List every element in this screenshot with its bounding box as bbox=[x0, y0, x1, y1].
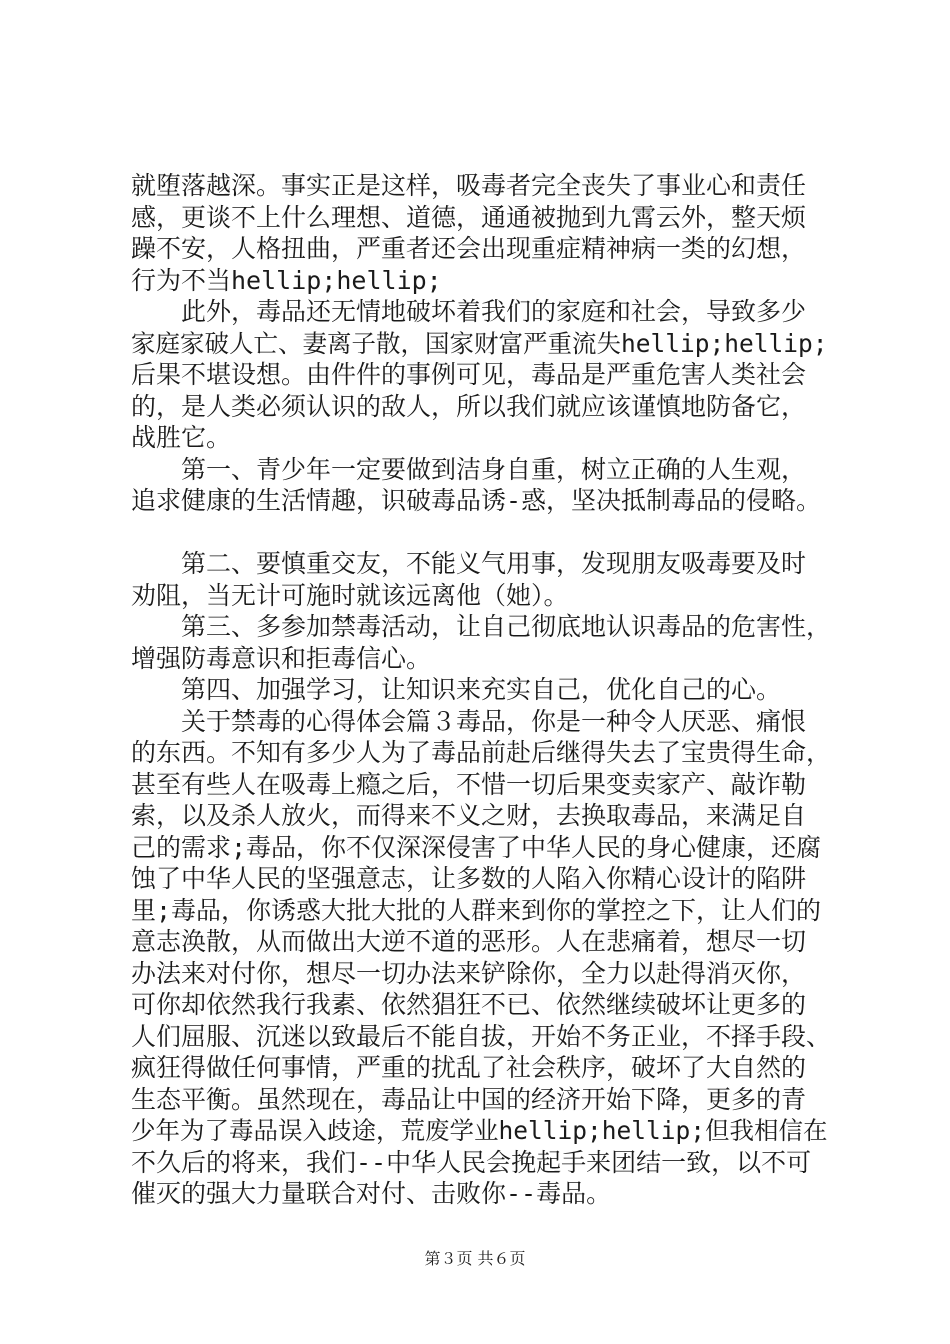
text-line: 生态平衡。虽然现在，毒品让中国的经济开始下降，更多的青 bbox=[131, 1084, 807, 1114]
text-line: 增强防毒意识和拒毒信心。 bbox=[131, 643, 432, 673]
page-footer: 第３页 共６页 bbox=[424, 1249, 526, 1268]
text-line: 感，更谈不上什么理想、道德，通通被抛到九霄云外，整天烦 bbox=[131, 202, 807, 232]
text-line: 意志涣散，从而做出大逆不道的恶形。人在悲痛着，想尽一切 bbox=[131, 927, 807, 956]
text-line: 第四、加强学习，让知识来充实自己，优化自己的心。 bbox=[131, 675, 782, 704]
text-line: 蚀了中华人民的坚强意志，让多数的人陷入你精心设计的陷阱 bbox=[131, 864, 807, 893]
text-line: 里;毒品，你诱惑大批大批的人群来到你的掌控之下，让人们的 bbox=[131, 895, 822, 925]
text-line: 躁不安，人格扭曲，严重者还会出现重症精神病一类的幻想， bbox=[131, 234, 807, 263]
text-line: 可你却依然我行我素、依然猖狂不已、依然继续破坏让更多的 bbox=[131, 990, 807, 1019]
text-line: 劝阻，当无计可施时就该远离他（她）。 bbox=[131, 580, 569, 610]
text-line: 家庭家破人亡、妻离子散，国家财富严重流失hellip;hellip; bbox=[131, 328, 828, 358]
blank-line bbox=[131, 517, 831, 549]
text-line: 后果不堪设想。由件件的事例可见，毒品是严重危害人类社会 bbox=[131, 360, 807, 389]
text-line: 就堕落越深。事实正是这样，吸毒者完全丧失了事业心和责任 bbox=[131, 171, 807, 200]
text-line: 的东西。不知有多少人为了毒品前赴后继得失去了宝贵得生命， bbox=[131, 738, 832, 767]
text-line: 人们屈服、沉迷以致最后不能自拔，开始不务正业，不择手段、 bbox=[131, 1021, 832, 1051]
text-line: 第一、青少年一定要做到洁身自重，树立正确的人生观， bbox=[131, 454, 807, 484]
text-line: 催灭的强大力量联合对付、击败你--毒品。 bbox=[131, 1179, 612, 1208]
text-line: 不久后的将来，我们--中华人民会挽起手来团结一致，以不可 bbox=[131, 1147, 812, 1177]
text-line: 第三、多参加禁毒活动，让自己彻底地认识毒品的危害性， bbox=[131, 612, 832, 641]
text-line: 甚至有些人在吸毒上瘾之后，不惜一切后果变卖家产、敲诈勒 bbox=[131, 769, 807, 799]
text-line: 战胜它。 bbox=[131, 423, 232, 452]
text-line: 关于禁毒的心得体会篇３毒品，你是一种令人厌恶、痛恨 bbox=[131, 706, 807, 736]
text-line: 第二、要慎重交友，不能义气用事，发现朋友吸毒要及时 bbox=[131, 549, 807, 578]
text-line: 少年为了毒品误入歧途，荒废学业hellip;hellip;但我相信在 bbox=[131, 1116, 828, 1145]
text-line: 疯狂得做任何事情，严重的扰乱了社会秩序，破坏了大自然的 bbox=[131, 1053, 807, 1082]
text-line: 办法来对付你，想尽一切办法来铲除你，全力以赴得消灭你， bbox=[131, 958, 807, 988]
body-text bbox=[131, 170, 831, 1210]
text-line: 此外，毒品还无情地破坏着我们的家庭和社会，导致多少 bbox=[131, 297, 807, 326]
text-line: 己的需求;毒品，你不仅深深侵害了中华人民的身心健康，还腐 bbox=[131, 832, 822, 862]
text-line: 行为不当hellip;hellip; bbox=[131, 265, 442, 295]
text-line: 索，以及杀人放火，而得来不义之财，去换取毒品，来满足自 bbox=[131, 801, 807, 830]
text-line: 的，是人类必须认识的敌人，所以我们就应该谨慎地防备它， bbox=[131, 391, 807, 421]
text-line: 追求健康的生活情趣，识破毒品诱-惑，坚决抵制毒品的侵略。 bbox=[131, 486, 822, 515]
